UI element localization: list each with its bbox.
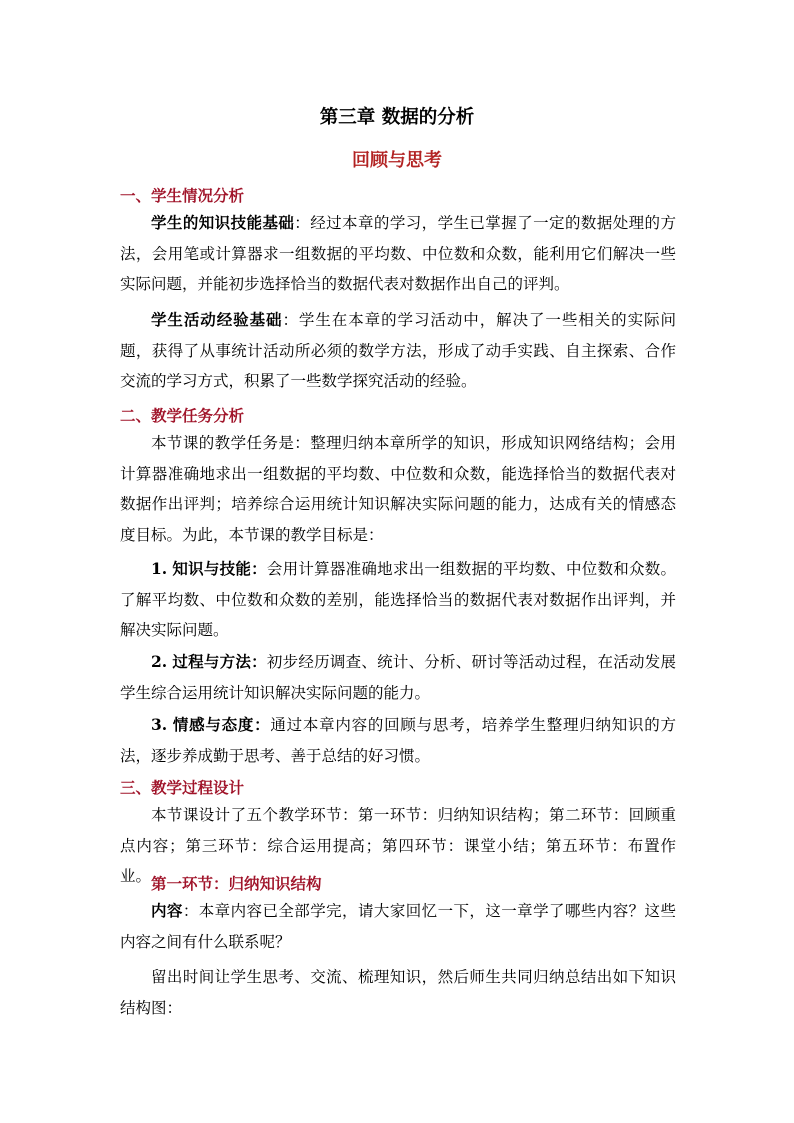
paragraph-knowledge-basis	[120, 208, 676, 300]
section-heading-task-analysis: 二、教学任务分析	[120, 406, 245, 425]
section-heading-student-analysis: 一、学生情况分析	[120, 186, 245, 205]
lesson-subtitle: 回顾与思考	[352, 150, 442, 171]
paragraph-text: ：本章内容已全部学完，请大家回忆一下，这一章学了哪些内容？这些内容之间有什么联系呢？	[120, 902, 676, 951]
paragraph-text: ：经过本章的学习，学生已掌握了一定的数据处理的方法，会用笔或计算器求一组数据的平均数、中位数和众数，能利用它们解决一些实际问题，并能初步选择恰当的数据代表对数据作出自己的评判。	[120, 214, 676, 293]
goal-process-method	[120, 647, 676, 708]
goal-knowledge-skills	[120, 554, 676, 646]
subheading-step-one: 第一环节：归纳知识结构	[151, 874, 322, 893]
goal-text: 通过本章内容的回顾与思考，培养学生整理归纳知识的方法，逐步养成勤于思考、善于总结的好习惯。	[120, 716, 676, 765]
paragraph-content	[120, 896, 676, 957]
chapter-title: 第三章 数据的分析	[319, 107, 475, 128]
goal-number: 2.	[151, 652, 168, 671]
goal-lead: 知识与技能：	[172, 559, 267, 578]
goal-text: 会用计算器准确地求出一组数据的平均数、中位数和众数。了解平均数、中位数和众数的差别，能选择恰当的数据代表对数据作出评判，并解决实际问题。	[120, 560, 676, 639]
goal-text: 初步经历调查、统计、分析、研讨等活动过程，在活动发展学生综合运用统计知识解决实际问题的能力。	[120, 653, 676, 702]
paragraph-lead: 内容	[151, 901, 183, 920]
paragraph-summary-prompt: 留出时间让学生思考、交流、梳理知识，然后师生共同归纳总结出如下知识结构图：	[120, 968, 676, 1017]
paragraph-activity-basis	[120, 305, 676, 397]
paragraph-task: 本节课的教学任务是：整理归纳本章所学的知识，形成知识网络结构；会用计算器准确地求出一组数据的平均数、中位数和众数，能选择恰当的数据代表对数据作出评判；培养综合运用统计知识解决实际问题的能力，达成有关的情感态度目标。为此，本节课的教学目标是：	[120, 434, 676, 544]
section-heading-process-design: 三、教学过程设计	[120, 778, 245, 797]
goal-number: 1.	[151, 559, 168, 578]
paragraph-text: ：学生在本章的学习活动中，解决了一些相关的实际问题，获得了从事统计活动所必须的数学方法，形成了动手实践、自主探索、合作交流的学习方式，积累了一些数学探究活动的经验。	[120, 311, 676, 390]
goal-lead: 情感与态度：	[172, 715, 271, 734]
paragraph-lead: 学生活动经验基础	[151, 310, 283, 329]
paragraph-process-overview: 本节课设计了五个教学环节：第一环节：归纳知识结构；第二环节：回顾重点内容；第三环节：综合运用提高；第四环节：课堂小结；第五环节：布置作业。	[120, 806, 676, 885]
goal-emotion-attitude	[120, 710, 676, 771]
goal-lead: 过程与方法：	[172, 652, 267, 671]
paragraph-lead: 学生的知识技能基础	[151, 213, 295, 232]
goal-number: 3.	[151, 715, 168, 734]
